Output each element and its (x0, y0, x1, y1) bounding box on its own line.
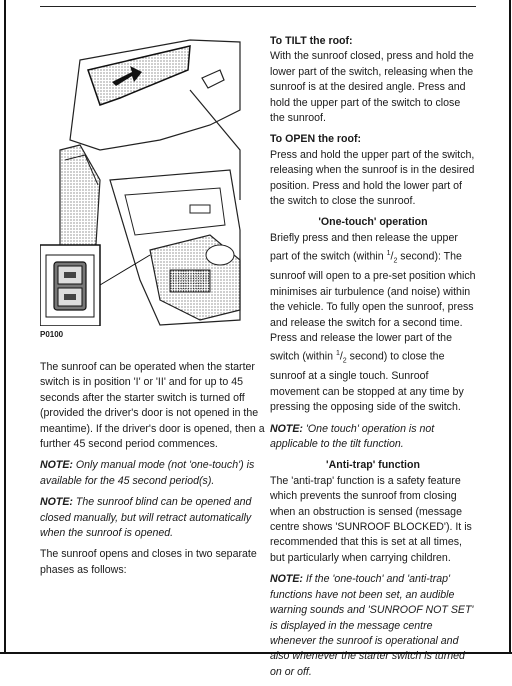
note-sunroof-blind (40, 495, 268, 541)
fraction-denominator: 2 (342, 358, 347, 365)
note-label: NOTE: (40, 459, 73, 472)
note-label: NOTE: (270, 573, 303, 586)
tilt-heading: To TILT the roof: (270, 35, 353, 47)
car-interior-sunroof-illustration (40, 30, 250, 326)
header-rule (40, 6, 476, 7)
fraction-slash: / (390, 250, 394, 263)
open-paragraph: Press and hold the upper part of the switch, releasing when the sunroof is in the desired position. Press and hold the lower part of the switch to close the sunroof. (270, 148, 475, 208)
left-column (40, 360, 268, 584)
right-column (270, 34, 476, 686)
note-label: NOTE: (270, 422, 303, 435)
one-touch-text-c: second) to close the sunroof at a single touch. Sunroof movement can be stopped at any time by pressing the opposing side of the switch. (270, 350, 464, 414)
page-border-left (4, 0, 6, 654)
tilt-paragraph: With the sunroof closed, press and hold the lower part of the switch, releasing when the sunroof is at the desired angle. Press and hold the upper part of the switch to close the sunroof. (270, 50, 474, 125)
note-text: Only manual mode (not 'one-touch') is available for the 45 second period(s). (40, 459, 255, 487)
one-touch-text-a: Briefly press and then release the upper part of the switch (within (270, 231, 458, 263)
note-one-touch-tilt (270, 422, 476, 453)
phases-paragraph: The sunroof opens and closes in two separate phases as follows: (40, 548, 257, 576)
fraction-slash: / (339, 350, 343, 363)
figure-code: P0100 (40, 330, 64, 339)
fraction-denominator: 2 (393, 257, 398, 265)
anti-trap-heading: 'Anti-trap' function (326, 459, 420, 472)
one-touch-text-b: second): The sunroof will open to a pre-set position which minimises air turbulence (and noise) within the vehicle. To fully open the sunroof, press and release the switch for a second time. Press and release the lower part of the switch (within (270, 250, 476, 363)
note-manual-mode (40, 458, 268, 489)
note-label: NOTE: (40, 496, 73, 509)
page-border-right (509, 0, 511, 654)
one-touch-paragraph (270, 231, 476, 416)
anti-trap-paragraph: The 'anti-trap' function is a safety feature which prevents the sunroof from closing when an obstruction is sensed (message centre shows 'SUNROOF BLOCKED'). It is recommended that this is set at all times, but particularly when carrying children. (270, 474, 472, 564)
note-text: The sunroof blind can be opened and closed manually, but will retract automatically when the sunroof is opened. (40, 496, 252, 540)
fraction-numerator: 1 (335, 350, 340, 358)
open-heading: To OPEN the roof: (270, 133, 362, 146)
fraction-numerator: 1 (386, 250, 391, 258)
one-touch-heading: 'One-touch' operation (318, 216, 428, 229)
note-text: If the 'one-touch' and 'anti-trap' functions have not been set, an audible warning sounds and 'SUNROOF NOT SET' is displayed in the message centre whenever the sunroof is operational and also whenever the starter switch is turned on or off. (270, 573, 474, 678)
intro-paragraph: The sunroof can be operated when the starter switch is in position 'I' or 'II' and for up to 45 seconds after the starter switch is turned off (provided the driver's door is not opened in the meantime). If the driver's door is opened, then a further 45 second period commences. (40, 361, 265, 451)
note-text: 'One touch' operation is not applicable to the tilt function. (270, 422, 435, 451)
note-not-set (270, 572, 476, 680)
